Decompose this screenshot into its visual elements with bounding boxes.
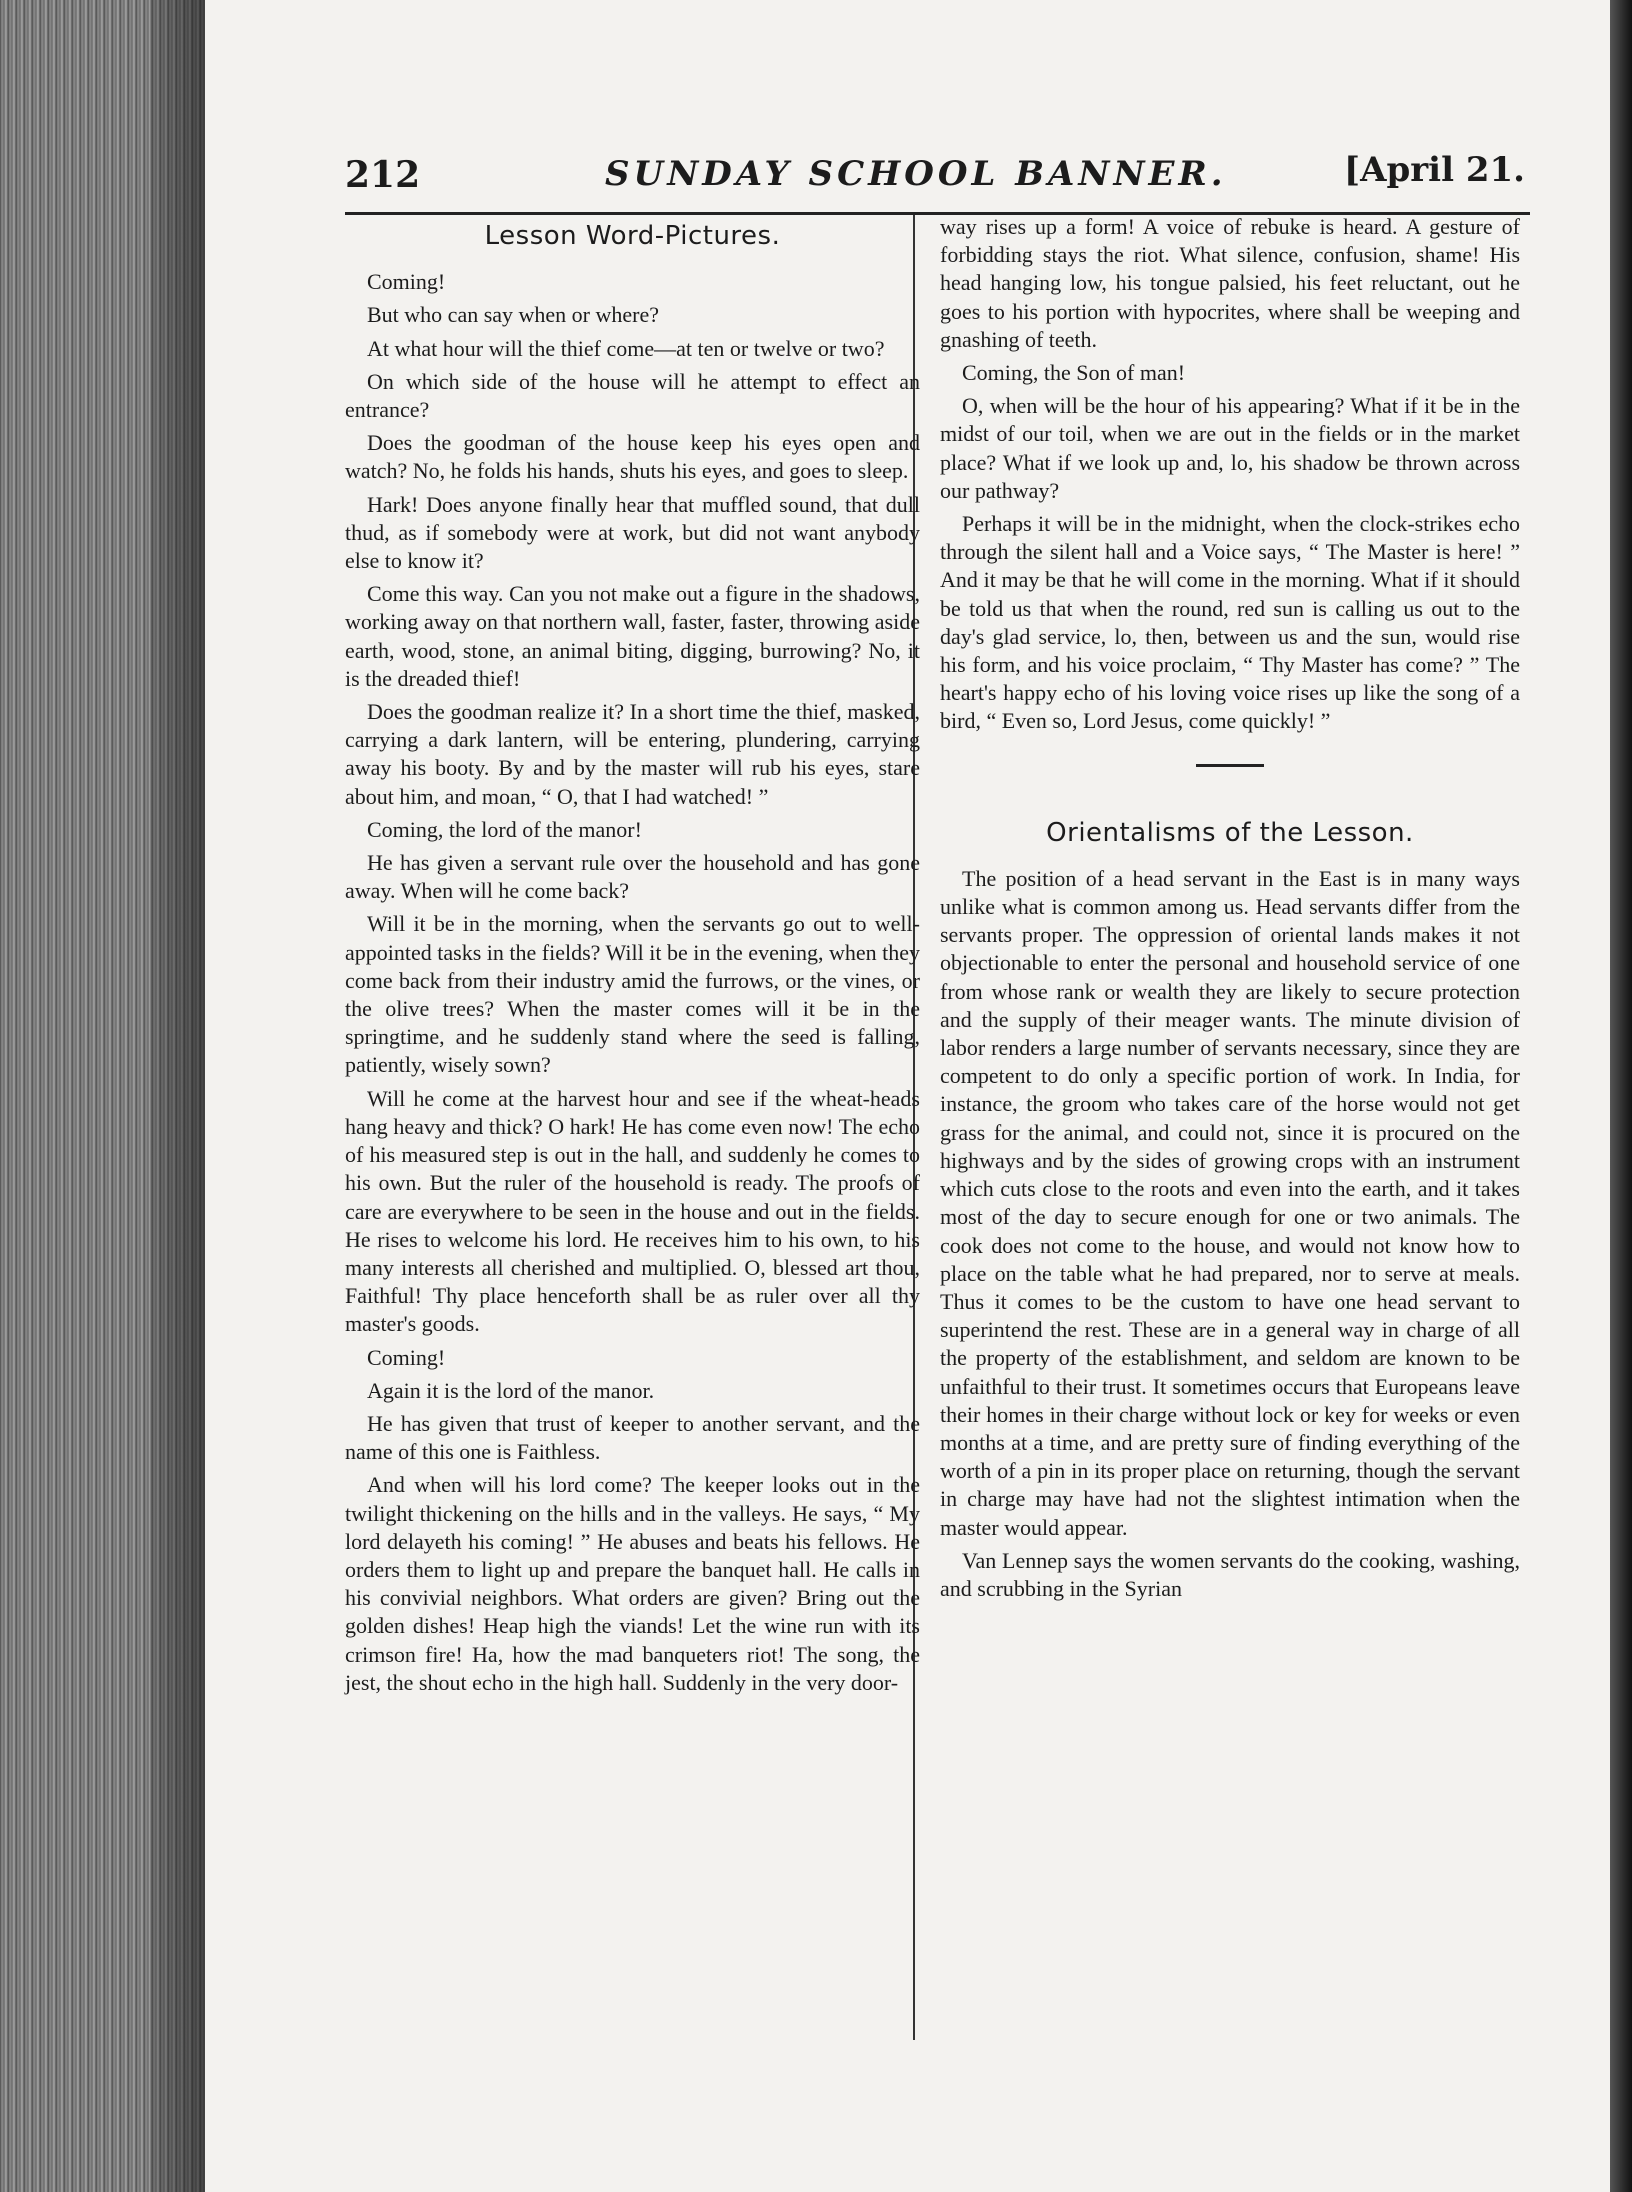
paragraph: Coming! bbox=[367, 269, 446, 295]
paragraph: He has given a servant rule over the household and has gone away. When will he come back? bbox=[345, 850, 920, 904]
paragraph: On which side of the house will he attempt to effect an entrance? bbox=[345, 368, 920, 423]
right-paragraphs-top bbox=[940, 213, 1520, 736]
paragraph: way rises up a form! A voice of rebuke is heard. A gesture of forbidding stays the riot. What silence, confusion, shame! His head hanging low, his tongue palsied, his feet reluctant, out he goes to his portion with hypocrites, where shall be weeping and gnashing of teeth. bbox=[940, 214, 1520, 352]
paragraph: Does the goodman of the house keep his eyes open and watch? No, he folds his hands, shuts his eyes, and goes to sleep. bbox=[345, 430, 920, 484]
paragraph: Perhaps it will be in the midnight, when the clock-strikes echo through the silent hall and a Voice says, “ The Master is here! ” And it may be that he will come in the morning. What if it should be told us that when the round, red sun is calling us out to the day's glad service, lo, then, between us and the sun, would rise his form, and his voice proclaim, “ Thy Master has come? ” The heart's happy echo of his loving voice rises up like the song of a bird, “ Even so, Lord Jesus, come quickly! ” bbox=[940, 511, 1520, 734]
paragraph: Will it be in the morning, when the servants go out to well-appointed tasks in the fields? Will it be in the evening, when they come back from their industry amid the furrows, or the vines, or the olive trees? When the master comes will it be in the springtime, and he suddenly stand where the seed is falling, patiently, wisely sown? bbox=[345, 911, 920, 1078]
paragraph: And when will his lord come? The keeper looks out in the twilight thickening on the hills and in the valleys. He says, “ My lord delayeth his coming! ” He abuses and beats his fellows. He orders them to light up and prepare the banquet hall. He calls in his convivial neighbors. What orders are given? Bring out the golden dishes! Heap high the viands! Let the wine run with its crimson fire! Ha, how the mad banqueters riot! The song, the jest, the shout echo in the high hall. Suddenly in the very door- bbox=[345, 1472, 920, 1695]
paragraph: Coming! bbox=[367, 1344, 446, 1370]
section-heading-orientalisms: Orientalisms of the Lesson. bbox=[1046, 817, 1414, 848]
paragraph: Does the goodman realize it? In a short time the thief, masked, carrying a dark lantern, will be entering, plundering, carrying away his booty. By and by the master will rub his eyes, stare about him, and moan, “ O, that I had watched! ” bbox=[345, 699, 920, 809]
page-header bbox=[345, 150, 1525, 200]
page-number: 212 bbox=[345, 154, 421, 196]
paragraph: Will he come at the harvest hour and see if the wheat-heads hang heavy and thick? O hark! He has come even now! The echo of his measured step is out in the hall, and suddenly he comes to his own. But the ruler of the household is ready. The proofs of care are everywhere to be seen in the house and out in the fields. He rises to welcome his lord. He receives him to his own, to his many interests all cherished and multiplied. O, blessed art thou, Faithful! Thy place henceforth shall be as ruler over all thy master's goods. bbox=[345, 1085, 920, 1337]
paragraph: Van Lennep says the women servants do the cooking, washing, and scrubbing in the Syrian bbox=[940, 1547, 1520, 1601]
paragraph: Coming, the lord of the manor! bbox=[367, 816, 642, 842]
running-title: SUNDAY SCHOOL BANNER. bbox=[605, 154, 1227, 194]
paragraph: Come this way. Can you not make out a figure in the shadows, working away on that northern wall, faster, faster, throwing aside earth, wood, stone, an animal biting, digging, burrowing? No, it is the dreaded thief! bbox=[345, 581, 920, 691]
left-column bbox=[345, 222, 920, 1702]
paragraph: At what hour will the thief come—at ten or twelve or two? bbox=[367, 335, 885, 361]
section-separator bbox=[1196, 764, 1264, 767]
paragraph: Hark! Does anyone finally hear that muffled sound, that dull thud, as if somebody were at work, but did not want anybody else to know it? bbox=[345, 491, 920, 574]
next-page-edge bbox=[1610, 0, 1632, 2192]
paragraph: Again it is the lord of the manor. bbox=[367, 1377, 655, 1403]
paragraph: O, when will be the hour of his appearing? What if it be in the midst of our toil, when we are out in the fields or in the market place? What if we look up and, lo, his shadow be thrown across our pathway? bbox=[940, 393, 1520, 503]
paragraph: But who can say when or where? bbox=[367, 302, 660, 328]
paragraph: He has given that trust of keeper to another servant, and the name of this one is Faithless. bbox=[345, 1410, 920, 1465]
section-heading-word-pictures: Lesson Word-Pictures. bbox=[484, 221, 781, 251]
right-column bbox=[940, 213, 1520, 1608]
paragraph: Coming, the Son of man! bbox=[962, 360, 1186, 386]
issue-date: [April 21. bbox=[1344, 150, 1525, 190]
left-paragraphs bbox=[345, 268, 920, 1697]
binding-shadow bbox=[150, 0, 210, 2192]
right-paragraphs-bottom bbox=[940, 865, 1520, 1603]
paragraph: The position of a head servant in the East is in many ways unlike what is common among us. Head servants differ from the servants proper. The oppression of oriental lands makes it not objectionable to enter the personal and household service of one from whose rank or wealth they are likely to secure protection and the supply of their meager wants. The minute division of labor renders a large number of servants necessary, since they are competent to do only a specific portion of work. In India, for instance, the groom who takes care of the horse would not get grass for the animal, and could not, since it is procured on the highways and by the sides of growing crops with an instrument which cuts close to the roots and even into the earth, and it takes most of the day to secure enough for one or two animals. The cook does not come to the house, and would not know how to place on the table what he had prepared, nor to serve at meals. Thus it comes to be the custom to have one head servant to superintend the rest. These are in a general way in charge of all the property of the establishment, and seldom are known to be unfaithful to their trust. It sometimes occurs that Europeans leave their homes in their charge without lock or key for weeks or even months at a time, and are pretty sure of finding everything of the worth of a pin in its proper place on returning, though the servant in charge may have had not the slightest intimation when the master would appear. bbox=[940, 865, 1520, 1540]
page bbox=[205, 0, 1610, 2192]
